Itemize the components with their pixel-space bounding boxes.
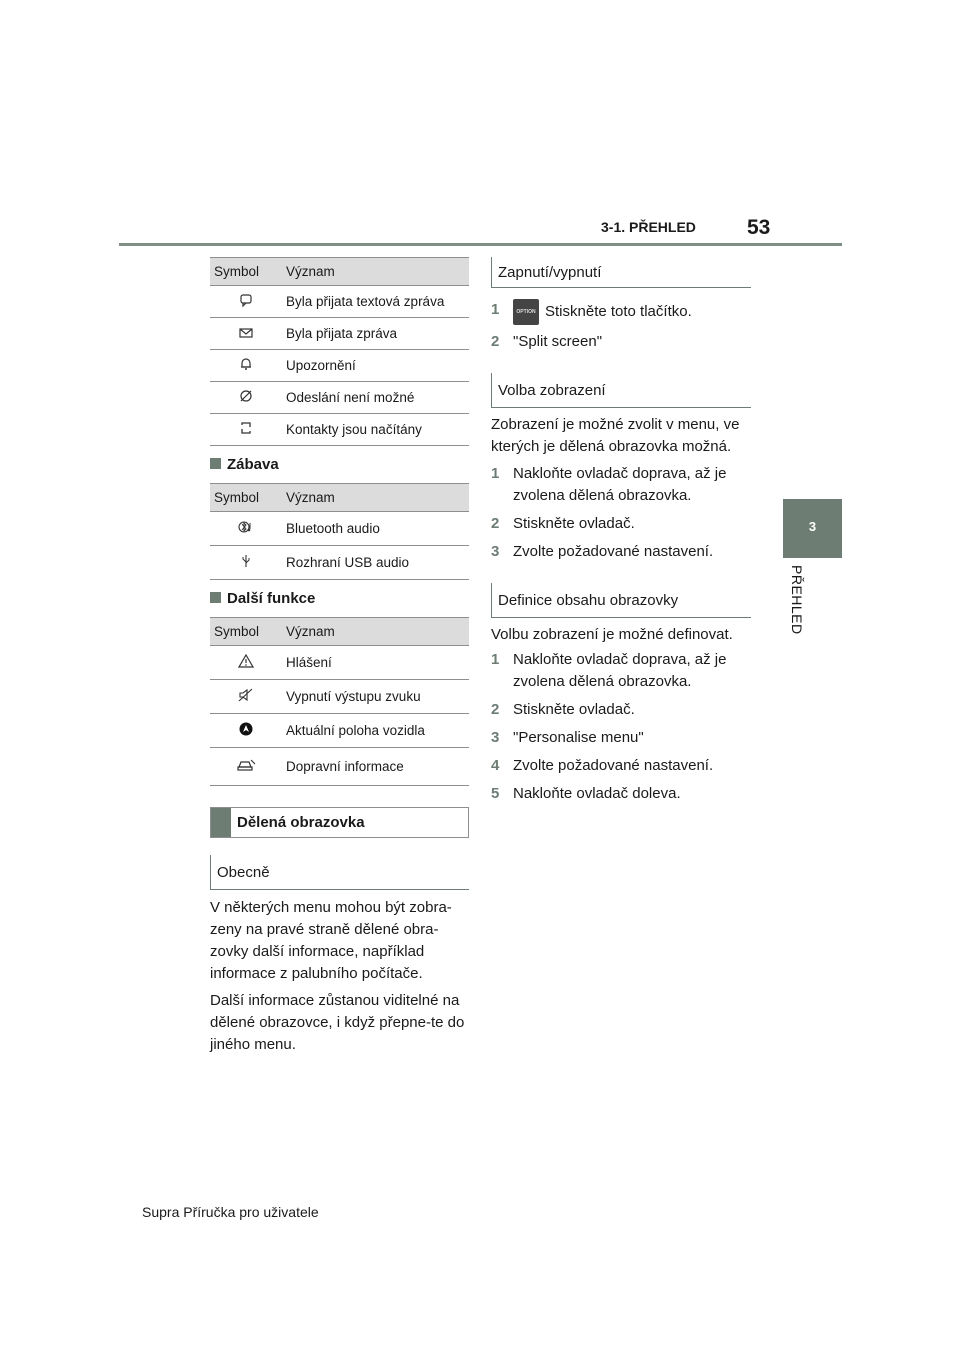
navigation-arrow-icon <box>210 714 282 748</box>
table-row <box>210 714 469 748</box>
table-header <box>210 258 469 286</box>
chapter-tab: 3 <box>783 499 842 558</box>
list-item: 2 "Split screen" <box>491 333 603 350</box>
meaning-cell: Byla přijata textová zpráva <box>282 286 469 318</box>
zabava-heading: Zábava <box>210 456 469 473</box>
col-symbol: Symbol <box>210 258 282 286</box>
col-symbol: Symbol <box>210 618 282 646</box>
col-meaning: Význam <box>282 484 469 512</box>
meaning-cell: Bluetooth audio <box>282 512 469 546</box>
col-meaning: Význam <box>282 618 469 646</box>
usb-icon <box>210 546 282 580</box>
meaning-cell: Kontakty jsou načítány <box>282 414 469 446</box>
table-row <box>210 546 469 580</box>
list-item: 2 Stiskněte ovladač. <box>491 701 635 718</box>
messages-table <box>210 257 469 446</box>
envelope-icon <box>210 318 282 350</box>
contacts-loading-icon <box>210 414 282 446</box>
left-column <box>210 257 469 1056</box>
table-row <box>210 318 469 350</box>
general-heading: Obecně <box>210 855 469 890</box>
list-item: 1 Nakloňte ovladač doprava, až je zvolena dělená obrazovka. <box>491 465 727 504</box>
meaning-cell: Odeslání není možné <box>282 382 469 414</box>
on-off-heading: Zapnutí/vypnutí <box>491 257 751 288</box>
meaning-cell: Byla přijata zpráva <box>282 318 469 350</box>
table-row <box>210 748 469 786</box>
bell-icon <box>210 350 282 382</box>
view-select-heading: Volba zobrazení <box>491 373 751 408</box>
list-item: 1 Nakloňte ovladač doprava, až je zvolena dělená obrazovka. <box>491 651 727 690</box>
speech-bubble-icon <box>210 286 282 318</box>
page-number: 53 <box>747 216 771 239</box>
meaning-cell: Upozornění <box>282 350 469 382</box>
list-item: 5 Nakloňte ovladač doleva. <box>491 785 681 802</box>
meaning-cell: Aktuální poloha vozidla <box>282 714 469 748</box>
meaning-cell: Hlášení <box>282 646 469 680</box>
dalsi-heading: Další funkce <box>210 590 469 607</box>
table-header <box>210 484 469 512</box>
table-row <box>210 512 469 546</box>
warning-triangle-icon <box>210 646 282 680</box>
speaker-muted-icon <box>210 680 282 714</box>
table-row <box>210 350 469 382</box>
chapter-label: PŘEHLED <box>789 565 805 635</box>
content-def-heading: Definice obsahu obrazovky <box>491 583 751 618</box>
send-blocked-icon <box>210 382 282 414</box>
general-paragraph-2: Další informace zůstanou viditelné na dělené obrazovce, i když přepne-te do jiného menu. <box>210 992 465 1053</box>
col-meaning: Význam <box>282 258 469 286</box>
split-screen-heading: Dělená obrazovka <box>210 807 469 838</box>
general-paragraph-1: V některých menu mohou být zobra-zeny na pravé straně dělené obra-zovky další informace, například informace z palubního počítače. <box>210 899 452 982</box>
list-item: 4 Zvolte požadované nastavení. <box>491 757 714 774</box>
col-symbol: Symbol <box>210 484 282 512</box>
meaning-cell: Rozhraní USB audio <box>282 546 469 580</box>
dalsi-table <box>210 617 469 786</box>
meaning-cell: Dopravní informace <box>282 748 469 786</box>
zabava-table <box>210 483 469 580</box>
footer-text: Supra Příručka pro uživatele <box>142 1204 319 1220</box>
bluetooth-audio-icon <box>210 512 282 546</box>
table-row <box>210 680 469 714</box>
header-rule <box>119 243 842 246</box>
meaning-cell: Vypnutí výstupu zvuku <box>282 680 469 714</box>
table-row <box>210 414 469 446</box>
list-item: 3 Zvolte požadované nastavení. <box>491 543 714 560</box>
list-item: 2 Stiskněte ovladač. <box>491 515 635 532</box>
table-row <box>210 286 469 318</box>
content-def-intro: Volbu zobrazení je možné definovat. <box>491 626 733 643</box>
right-column <box>491 257 751 805</box>
list-item: 1 OPTION Stiskněte toto tlačítko. <box>491 299 751 325</box>
section-title: 3-1. PŘEHLED <box>601 219 696 235</box>
view-select-intro: Zobrazení je možné zvolit v menu, ve kterých je dělená obrazovka možná. <box>491 416 740 455</box>
table-row <box>210 646 469 680</box>
option-button-icon: OPTION <box>513 299 539 325</box>
table-row <box>210 382 469 414</box>
table-header <box>210 618 469 646</box>
list-item: 3 "Personalise menu" <box>491 729 644 746</box>
traffic-info-icon <box>210 748 282 786</box>
